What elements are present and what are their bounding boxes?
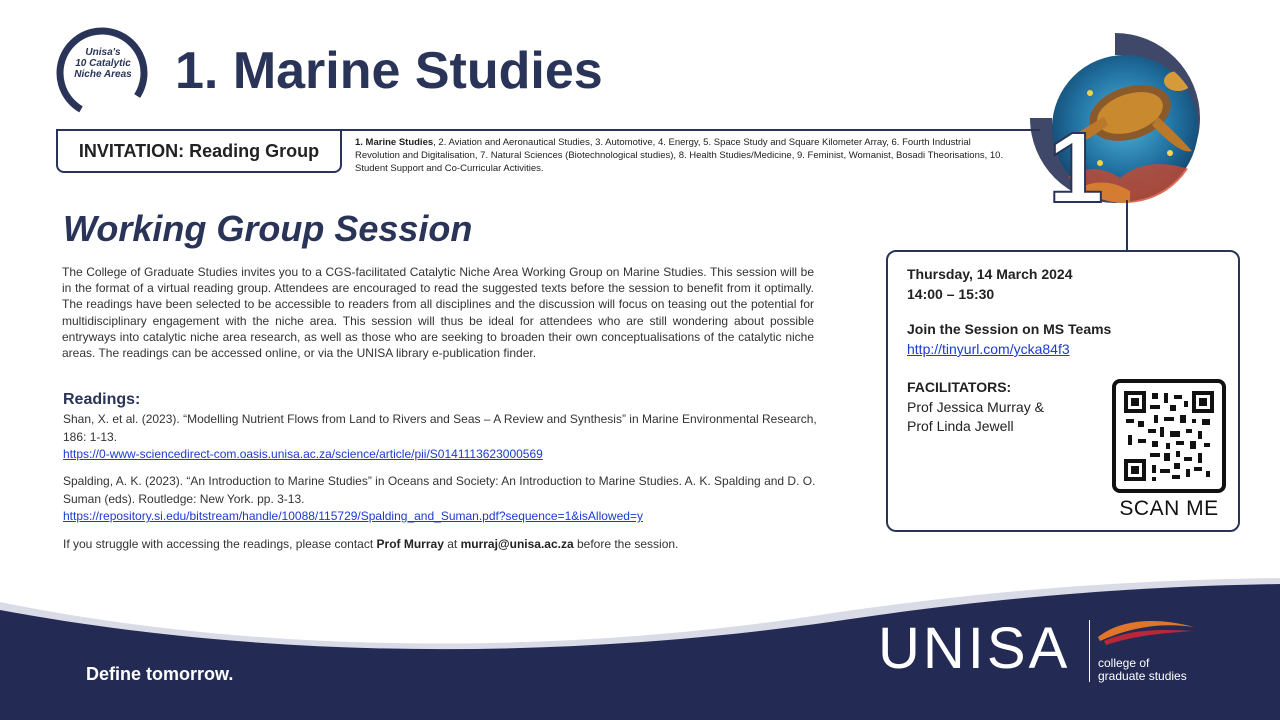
- page-title: 1. Marine Studies: [175, 42, 603, 100]
- session-datetime: [907, 265, 1072, 304]
- session-intro: The College of Graduate Studies invites you to a CGS-facilitated Catalytic Niche Area Working Group on Marine Studies. This session will be in the format of a virtual reading group. Attendees are encouraged to read the suggested texts before the session to benefit from it optimally. The readings have been selected to be accessible to readers from all disciplines and the discussion will focus on teasing out the potential for multidisciplinary engagement with the niche area. This session will thus be ideal for attendees who are still wondering about possible entryways into catalytic niche area research, as well as those who are seeking to broaden their own conceptualisations of the catalytic niche areas. The readings can be accessed online, or via the UNISA library e-publication finder.: [62, 265, 814, 361]
- unisa-logo-divider: [1089, 620, 1090, 682]
- session-date: Thursday, 14 March 2024: [907, 266, 1073, 282]
- session-time: 14:00 – 15:30: [907, 285, 995, 302]
- contact-pre: If you struggle with accessing the readings, please contact: [63, 537, 377, 551]
- card-connector: [1126, 200, 1128, 252]
- facilitator-1: Prof Jessica Murray &: [907, 399, 1044, 415]
- footer-tagline: Define tomorrow.: [86, 664, 234, 684]
- contact-mid: at: [443, 537, 461, 551]
- contact-post: before the session.: [573, 537, 679, 551]
- unisa-logo-wordmark: UNISA: [878, 616, 1071, 681]
- niche-areas-list: [355, 136, 1015, 175]
- join-label: Join the Session on MS Teams: [907, 321, 1112, 337]
- unisa-sub-line-1: college of: [1098, 656, 1150, 670]
- niche-number: 1: [1048, 112, 1104, 224]
- header-divider: [340, 129, 1040, 131]
- session-title: Working Group Session: [63, 208, 473, 249]
- logo-line-2: 10 Catalytic: [75, 58, 131, 69]
- reading-item: [63, 473, 823, 526]
- qr-code-icon[interactable]: [1124, 391, 1214, 481]
- facilitators-label: FACILITATORS:: [907, 379, 1012, 395]
- unisa-logo-subtitle: [1098, 657, 1187, 683]
- invitation-label: INVITATION: Reading Group: [56, 129, 342, 173]
- reading-item: [63, 411, 823, 464]
- readings-heading: Readings:: [63, 391, 141, 408]
- facilitators-names: [907, 398, 1044, 436]
- niche-list-rest: , 2. Aviation and Aeronautical Studies, 3. Automotive, 4. Energy, 5. Space Study and Square Kilometer Array, 6. Fourth Industrial Revolution and Digitalisation, 7. Natural Sciences (Biotechnological studies), 8. Health Studies/Medicine, 9. Feminist, Womanist, Bosadi Theorisations, 10. Student Support and Co-Curricular Activities.: [355, 137, 1004, 174]
- unisa-sub-line-2: graduate studies: [1098, 669, 1187, 683]
- scan-me-label: SCAN ME: [1119, 497, 1219, 520]
- contact-note: [63, 537, 678, 551]
- facilitator-2: Prof Linda Jewell: [907, 418, 1014, 434]
- footer-wave: [0, 560, 1280, 720]
- contact-email[interactable]: murraj@unisa.ac.za: [460, 537, 574, 551]
- contact-name: Prof Murray: [376, 537, 444, 551]
- logo-line-1: Unisa's: [85, 47, 121, 58]
- join-link[interactable]: http://tinyurl.com/ycka84f3: [907, 341, 1070, 357]
- niche-list-lead: 1. Marine Studies: [355, 137, 434, 148]
- logo-line-3: Niche Areas: [74, 69, 132, 80]
- reading-link[interactable]: https://0-www-sciencedirect-com.oasis.unisa.ac.za/science/article/pii/S0141113623000569: [63, 447, 543, 461]
- unisa-logo-swoosh: [1096, 617, 1196, 647]
- reading-citation: Spalding, A. K. (2023). “An Introduction to Marine Studies” in Oceans and Society: An Introduction to Marine Studies. A. K. Spalding and D. O. Suman (eds). Routledge: New York. pp. 3-13.: [63, 474, 816, 506]
- reading-citation: Shan, X. et al. (2023). “Modelling Nutrient Flows from Land to Rivers and Seas – A Review and Synthesis” in Marine Environmental Research, 186: 1-13.: [63, 412, 817, 444]
- reading-link[interactable]: https://repository.si.edu/bitstream/handle/10088/115729/Spalding_and_Suman.pdf?sequence=1&isAllowed=y: [63, 509, 643, 523]
- niche-areas-logo-text: [62, 47, 144, 80]
